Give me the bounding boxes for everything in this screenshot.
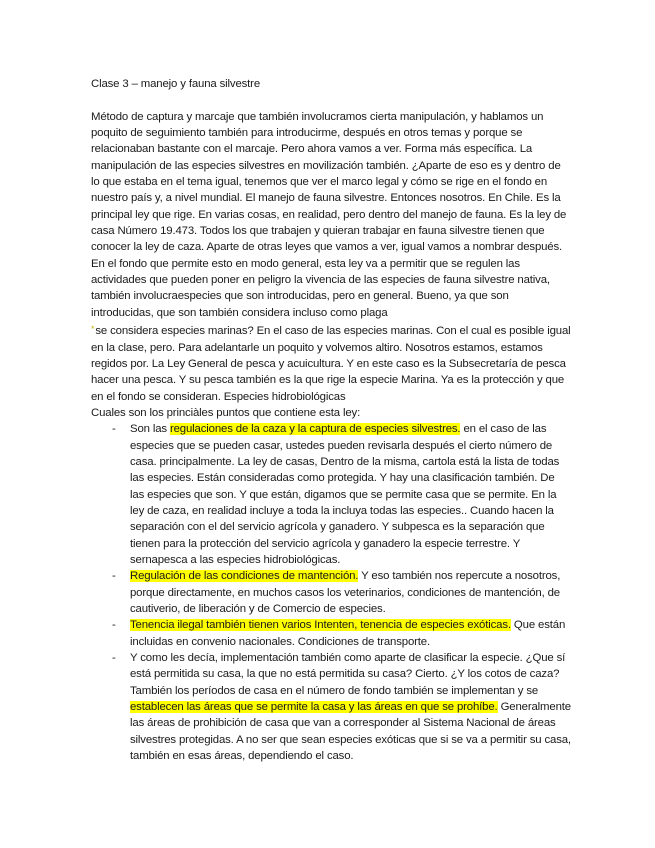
main-points-list [91, 421, 571, 764]
list-item-text: Y eso también nos repercute a nosotros, porque directamente, en muchos casos los veterinarios, condiciones de mantención, de cautiverio, de liberación y de Comercio de especies. [130, 570, 561, 615]
paragraph-especies-marinas-text: se considera especies marinas? En el caso de las especies marinas. Con el cual es posible igual en la clase, pero. Para adelantarle un poquito y volvemos altiro. Nosotros estamos, estamos regidos por. La Ley General de pesca y acuicultura. Y en este caso es la Subsecretaría de pesca hacer una pesca. Y su pesca también es la que rige la especie Marina. Ya es la protección y que en el fondo se consideran. Especies hidrobiológicas [91, 325, 571, 403]
list-intro: Cuales son los princiàles puntos que contiene esta ley: [91, 406, 361, 419]
list-item-text: Generalmente las áreas de prohibición de casa que van a corresponder al Sistema Nacional de áreas silvestres protegidas. A no ser que sean especies exóticas que si se va a permitir su casa, también en esas áreas, dependiendo el caso. [130, 701, 571, 763]
list-item-text: en el caso de las especies que se pueden casar, ustedes pueden revisarla después el cierto número de casa. principalmente. La ley de casas, Dentro de la misma, cartola está la lista de todas las especies. Están consideradas como protegida. Y hay una clasificación también. De las especies que son. Y que están, digamos que se permite casa que se permite. En la ley de caza, en realidad incluye a toda la incluya todas las especies.. Cuando hacen la separación con el del servicio agrícola y ganadero. Y subpesca es la separación que tienen para la protección del servicio agrícola y ganadero la especie terrestre. Y sernapesca a las especies hidrobiológicas. [130, 423, 560, 566]
list-item-text: Que están incluidas en convenio nacionales. Condiciones de transporte. [130, 619, 566, 648]
highlighted-text: regulaciones de la caza y la captura de especies silvestres. [169, 423, 461, 436]
list-item-text: Son las [130, 423, 170, 436]
highlighted-text: establecen las áreas que se permite la casa y las áreas en que se prohíbe. [130, 701, 498, 714]
bullet-dash-icon: - [112, 570, 116, 583]
list-item [91, 568, 571, 617]
highlighted-text: Regulación de las condiciones de mantención. [130, 570, 359, 583]
paragraph-ley-general: En el fondo que permite esto en modo general, esta ley va a permitir que se regulen las actividades que pueden poner en peligro la vivencia de las especies de fauna silvestre nativa, también involucraespecies que son introducidas, pero en general. Bueno, ya que son introducidas, que son también considera incluso como plaga [91, 257, 550, 319]
list-item [91, 617, 571, 650]
document-title: Clase 3 – manejo y fauna silvestre [91, 78, 261, 90]
bullet-dash-icon: - [112, 423, 116, 436]
comment-marker-icon[interactable]: * [91, 324, 95, 335]
document-body[interactable] [91, 76, 571, 764]
paragraph-intro: Método de captura y marcaje que también involucramos cierta manipulación, y hablamos un poquito de seguimiento también para introducirme, después en otros temas y porque se relacionaban bastante con el marcaje. Pero ahora vamos a ver. Forma más específica. La manipulación de las especies silvestres en movilización también. ¿Aparte de eso es y dentro de lo que estaba en el tema igual, tenemos que ver el marco legal y cómo se rige en el fondo en nuestro país y, a nivel mundial. El manejo de fauna silvestre. Entonces nosotros. En Chile. Es la principal ley que rige. En varias cosas, en realidad, pero dentro del manejo de fauna. Es la ley de casa Número 19.473. Todos los que trabajen y quieran trabajar en fauna silvestre tienen que conocer la ley de caza. Aparte de otras leyes que vamos a ver, igual vamos a nombrar después. [91, 110, 567, 254]
list-item-text: Y como les decía, implementación también como aparte de clasificar la especie. ¿Que sí está permitida su casa, la que no está permitida su casa? Cierto. ¿Y los cotos de caza? También los períodos de casa en el número de fondo también se implementan y se [130, 652, 566, 697]
bullet-dash-icon: - [112, 652, 116, 665]
bullet-dash-icon: - [112, 619, 116, 632]
paragraph-especies-marinas [91, 321, 571, 405]
list-item [91, 650, 571, 764]
list-item [91, 421, 571, 568]
highlighted-text: Tenencia ilegal también tienen varios Intenten, tenencia de especies exóticas. [130, 619, 511, 632]
